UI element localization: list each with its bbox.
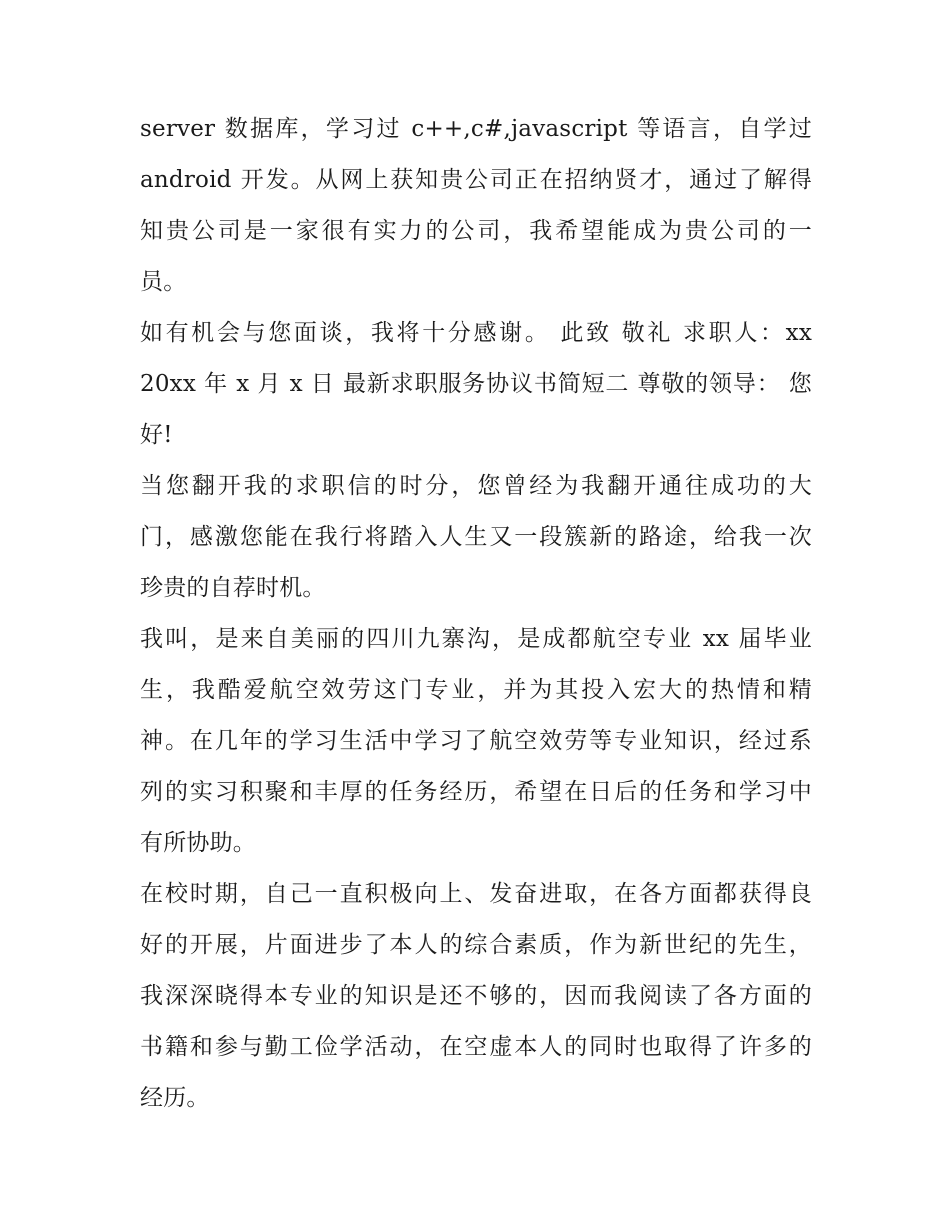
text-line: 当您翻开我的求职信的时分，您曾经为我翻开通往成功的大: [140, 473, 812, 499]
paragraph-school: [140, 869, 812, 1124]
document-body: [140, 104, 812, 1124]
text-line: 列的实习积聚和丰厚的任务经历，希望在日后的任务和学习中: [140, 779, 812, 805]
text-line: server 数据库，学习过 c++,c#,javascript 等语言，自学过: [140, 116, 812, 142]
text-line: 在校时期，自己一直积极向上、发奋进取，在各方面都获得良: [140, 881, 812, 907]
text-line: 我叫，是来自美丽的四川九寨沟，是成都航空专业 xx 届毕业: [140, 626, 812, 652]
text-line: 有所协助。: [140, 830, 256, 856]
text-line: android 开发。从网上获知贵公司正在招纳贤才，通过了解得: [140, 167, 812, 193]
text-line: 我深深晓得本专业的知识是还不够的，因而我阅读了各方面的: [140, 983, 812, 1009]
text-line: 好!: [140, 422, 173, 448]
paragraph-intro: [140, 461, 812, 614]
text-line: 好的开展，片面进步了本人的综合素质，作为新世纪的先生，: [140, 932, 812, 958]
text-line: 知贵公司是一家很有实力的公司，我希望能成为贵公司的一: [140, 218, 812, 244]
text-line: 员。: [140, 269, 187, 295]
text-line: 20xx 年 x 月 x 日 最新求职服务协议书简短二 尊敬的领导： 您: [140, 371, 812, 397]
text-line: 门，感激您能在我行将踏入人生又一段簇新的路途，给我一次: [140, 524, 812, 550]
text-line: 书籍和参与勤工俭学活动，在空虚本人的同时也取得了许多的: [140, 1034, 812, 1060]
paragraph-background: [140, 614, 812, 869]
text-line: 经历。: [140, 1085, 210, 1111]
text-line: 如有机会与您面谈，我将十分感谢。 此致 敬礼 求职人：xx: [140, 320, 812, 346]
paragraph-closing: [140, 308, 812, 461]
paragraph-skills: [140, 104, 812, 308]
text-line: 生，我酷爱航空效劳这门专业，并为其投入宏大的热情和精: [140, 677, 812, 703]
text-line: 珍贵的自荐时机。: [140, 575, 326, 601]
text-line: 神。在几年的学习生活中学习了航空效劳等专业知识，经过系: [140, 728, 812, 754]
